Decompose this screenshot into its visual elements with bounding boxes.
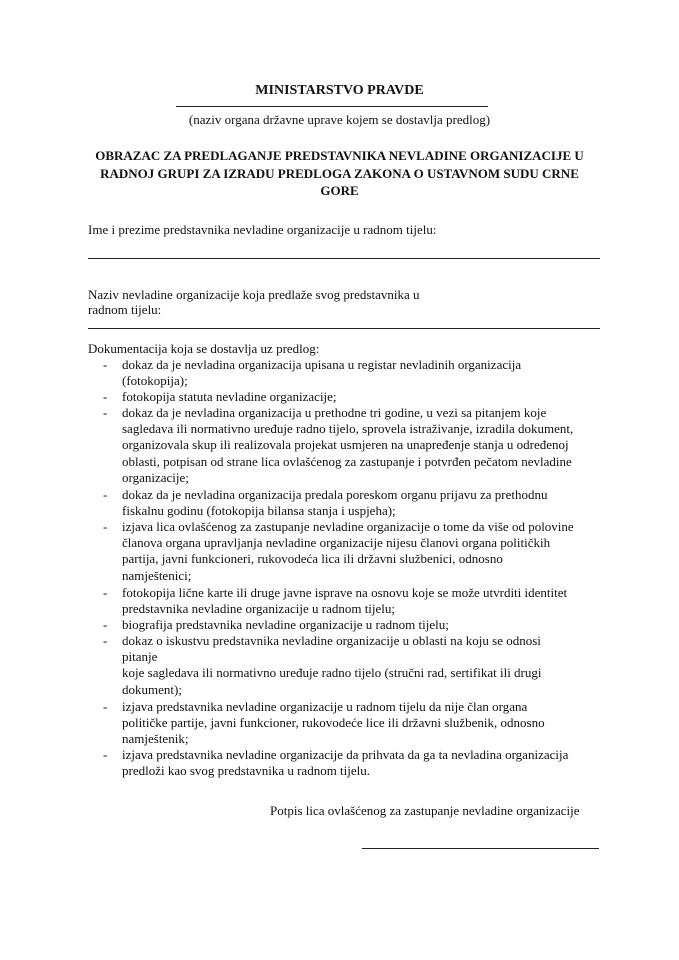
doc-item-10: izjava predstavnika nevladine organizacije da prihvata da ga ta nevladina organizacija predloži kao svog predstavnika u radnom tijelu. <box>122 747 569 779</box>
ministry-underline <box>176 106 488 107</box>
form-title-line-3: GORE <box>320 183 359 198</box>
bullet-marker: - <box>103 519 108 534</box>
bullet-marker: - <box>103 699 108 714</box>
doc-item-4: dokaz da je nevladina organizacija predala poreskom organu prijavu za prethodnu fiskalnu godinu (fotokopija bilansa stanja i uspjeha); <box>122 487 548 519</box>
organization-name-label-cont: radnom tijelu: <box>88 302 162 317</box>
bullet-marker: - <box>103 585 108 600</box>
documentation-heading: Dokumentacija koja se dostavlja uz predlog: <box>88 341 320 356</box>
bullet-marker: - <box>103 389 108 404</box>
signature-label: Potpis lica ovlašćenog za zastupanje nevladine organizacije <box>270 803 580 818</box>
doc-item-5: izjava lica ovlašćenog za zastupanje nevladine organizacije o tome da više od polovine članova organa upravljanja nevladine organizacije nijesu članovi organa političkih partija, javni funkcioneri, rukovodeća lica ili državni službenici, odnosno namještenici; <box>122 519 574 583</box>
representative-name-field[interactable] <box>88 258 600 259</box>
bullet-marker: - <box>103 405 108 420</box>
ministry-name: MINISTARSTVO PRAVDE <box>255 83 424 98</box>
organization-name-field[interactable] <box>88 328 600 329</box>
doc-item-7: biografija predstavnika nevladine organizacije u radnom tijelu; <box>122 617 449 632</box>
doc-item-8: dokaz o iskustvu predstavnika nevladine organizacije u oblasti na koju se odnosi pitanje koje sagledava ili normativno uređuje radno tijelo (stručni rad, sertifikat ili drugi dokument); <box>122 633 542 697</box>
bullet-marker: - <box>103 747 108 762</box>
representative-name-label: Ime i prezime predstavnika nevladine organizacije u radnom tijelu: <box>88 222 437 237</box>
form-title-line-1: OBRAZAC ZA PREDLAGANJE PREDSTAVNIKA NEVLADINE ORGANIZACIJE U <box>95 148 584 163</box>
ministry-caption: (naziv organa državne uprave kojem se dostavlja predlog) <box>188 112 491 127</box>
form-title-line-2: RADNOJ GRUPI ZA IZRADU PREDLOGA ZAKONA O USTAVNOM SUDU CRNE <box>100 165 579 181</box>
bullet-marker: - <box>103 617 108 632</box>
doc-item-9: izjava predstavnika nevladine organizacije u radnom tijelu da nije član organa političke partije, javni funkcioner, rukovodeće lice ili državni službenik, odnosno namještenik; <box>122 699 545 747</box>
bullet-marker: - <box>103 487 108 502</box>
form-title <box>80 147 599 200</box>
doc-item-3: dokaz da je nevladina organizacija u prethodne tri godine, u vezi sa pitanjem koje sagledava ili normativno uređuje radno tijelo, sprovela istraživanje, izradila dokument, organizovala skup ili realizovala projekat usmjeren na unapređenje stanja u određenoj oblasti, potpisan od strane lica ovlašćenog za zastupanje i potvrđen pečatom nevladine organizacije; <box>122 405 574 485</box>
bullet-marker: - <box>103 633 108 648</box>
signature-line[interactable] <box>362 848 599 849</box>
bullet-marker: - <box>103 357 108 372</box>
doc-item-1: dokaz da je nevladina organizacija upisana u registar nevladinih organizacija (fotokopija); <box>122 357 522 389</box>
doc-item-6: fotokopija lične karte ili druge javne isprave na osnovu koje se može utvrditi identitet predstavnika nevladine organizacije u radnom tijelu; <box>122 585 568 617</box>
organization-name-label: Naziv nevladine organizacije koja predlaže svog predstavnika u <box>88 287 420 302</box>
doc-item-2: fotokopija statuta nevladine organizacije; <box>122 389 337 404</box>
